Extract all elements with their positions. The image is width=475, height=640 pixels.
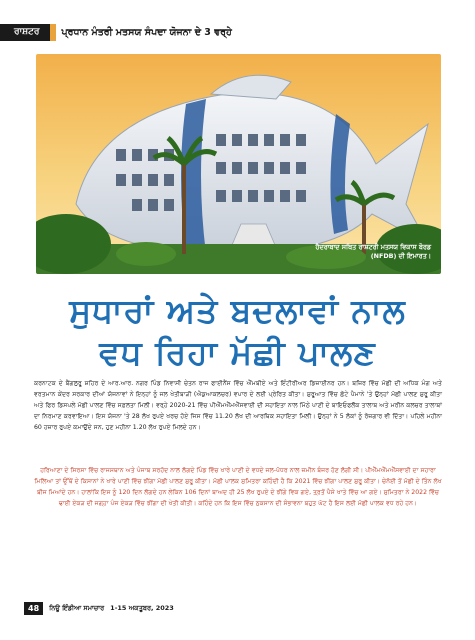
article-paragraph-1: ਕਰਨਾਟਕ ਦੇ ਬੈਂਗਲੁਰੂ ਸ਼ਹਿਰ ਦੇ ਆਰ.ਆਰ. ਨਗਰ ਪਿੰਡ ਨਿਵਾਸੀ ਚੇਤਨ ਰਾਜ ਫਾਈਨੈਂਸ ਵਿੱਚ ਐੱਮਬੀਏ ਅਤੇ ਇੰਟੀਰੀਅਰ ਡਿਜ਼ਾਈਨਰ ਹਨ। ਬਜ਼ਿਰ ਵਿੱਚ ਮੱਛੀ ਦੀ ਅਧਿਕ ਮੰਗ ਅਤੇ ਵਰਤਮਾਨ ਕੇਂਦਰ ਸਰਕਾਰ ਦੀਆਂ ਯੋਜਨਾਵਾਂ ਨੇ ਇਨ੍ਹਾਂ ਨੂੰ ਜਲ ਖੇਤੀਬਾੜੀ (ਐਕੁਆਕਲਚਰ) ਵਪਾਰ ਦੇ ਲਈ ਪ੍ਰੇਰਿਤ ਕੀਤਾ। ਸ਼ੁਰੂਆਤ ਵਿੱਚ ਛੋਟੇ ਪੈਮਾਨੇ 'ਤੇ ਉਨ੍ਹਾਂ ਮੱਛੀ ਪਾਲਣ ਸ਼ੁਰੂ ਕੀਤਾ ਅਤੇ ਫਿਰ ਡਿਸਪਲੇ ਮੱਛੀ ਪਾਲਣ ਵਿੱਚ ਸਫ਼ਲਤਾ ਮਿਲੀ। ਵਰ੍ਹੇ 2020-21 ਵਿੱਚ ਪੀਐੱਮਐੱਮਐੱਸਵਾਈ ਦੀ ਸਹਾਇਤਾ ਨਾਲ ਮਿੱਠੇ ਪਾਣੀ ਦੇ ਬਾਇਓਫਲੌਕ ਤਾਲਾਬ ਅਤੇ ਮਰੀਨ ਕਲਚਰ ਤਾਲਾਬਾਂ ਦਾ ਨਿਰਮਾਣ ਕਰਵਾਇਆ। ਇਸ ਯੋਜਨਾ 'ਤੇ 28 ਲੱਖ ਰੁਪਏ ਖਰਚ ਹੋਏ ਜਿਸ ਵਿੱਚ 11.20 ਲੱਖ ਦੀ ਆਰਥਿਕ ਸਹਾਇਤਾ ਮਿਲੀ। ਉਨ੍ਹਾਂ ਨੇ 5 ਲੋਕਾਂ ਨੂੰ ਰੋਜ਼ਗਾਰ ਵੀ ਦਿੱਤਾ। ਪਹਿਲੇ ਮਹੀਨਾ 60 ਹਜ਼ਾਰ ਰੁਪਏ ਕਮਾਉਂਦੇ ਸਨ, ਹੁਣ ਮਹੀਨਾ 1.20 ਲੱਖ ਰੁਪਏ ਮਿਲਦੇ ਹਨ। (34, 380, 442, 431)
page-number: 48 (24, 602, 43, 615)
shrubs (116, 242, 176, 266)
page-footer (24, 600, 174, 616)
article-paragraph-2: ਹਰਿਆਣਾ ਦੇ ਸਿਰਸਾ ਵਿੱਚ ਰਾਜਸਥਾਨ ਅਤੇ ਪੰਜਾਬ ਸਰਹੱਦ ਨਾਲ ਲੱਗਦੇ ਪਿੰਡ ਵਿੱਚ ਖਾਰੇ ਪਾਣੀ ਦੇ ਵਧਦੇ ਜਲ-ਪੱਧਰ ਨਾਲ ਜ਼ਮੀਨ ਬੰਜਰ ਹੋਣ ਲੱਗੀ ਸੀ। ਪੀਐੱਮਐੱਮਐੱਸਵਾਈ ਦਾ ਸਹਾਰਾ ਮਿਲਿਆ ਤਾਂ ਉੱਥੋਂ ਦੇ ਕਿਸਾਨਾਂ ਨੇ ਖਾਰੇ ਪਾਣੀ ਵਿੱਚ ਝੀਂਗਾ ਮੱਛੀ ਪਾਲਣ ਸ਼ੁਰੂ ਕੀਤਾ। ਮੱਛੀ ਪਾਲਕ ਸੁਮਿਤਰਾ ਕਹਿੰਦੀ ਹੈ ਕਿ 2021 ਵਿੱਚ ਝੀਂਗਾ ਪਾਲਣ ਸ਼ੁਰੂ ਕੀਤਾ। ਚੇਨੱਈ ਤੋਂ ਮੱਛੀ ਦੇ ਤਿੰਨ ਲੱਖ ਬੀਜ ਮਿਆਂਦੇ ਹਨ। ਹਾਲਾਂਕਿ ਇਸ ਨੂੰ 120 ਦਿਨ ਲੱਗਦੇ ਹਨ ਲੇਕਿਨ 106 ਦਿਨਾਂ ਬਾਅਦ ਹੀ 25 ਲੱਖ ਰੁਪਏ ਦੇ ਝੀਂਗੇ ਵਿਕ ਗਏ, ਤ੍ਰਤੋਂ ਪੈਸੇ ਖਾਤੇ ਵਿੱਚ ਆ ਗਏ। ਸੁਮਿਤਰਾ ਨੇ 2022 ਵਿੱਚ ਢਾਈ ਏਕੜ ਦੀ ਜਗ੍ਹਾ ਪੰਜ ਏਕੜ ਵਿੱਚ ਝੀਂਗਾ ਦੀ ਖੇਤੀ ਕੀਤੀ। ਕਹਿੰਦੇ ਹਨ ਕਿ ਇਸ ਵਿੱਚ ਨੁਕਸਾਨ ਦੀ ਸੰਭਾਵਨਾ ਬਹੁਤ ਘੱਟ ਹੈ ਇਸ ਲਈ ਮੱਛੀ ਪਾਲਕ ਵਧ ਰਹੇ ਹਨ। (34, 467, 442, 507)
headline-line-1: ਸੁਧਾਰਾਂ ਅਤੇ ਬਦਲਾਵਾਂ ਨਾਲ (69, 291, 406, 330)
section-header (0, 22, 475, 42)
nfdb-building-photo (36, 54, 441, 274)
section-tag: ਰਾਸ਼ਟਰ (0, 24, 50, 41)
photo-caption: ਹੈਦਰਾਬਾਦ ਸਥਿਤ ਰਾਸ਼ਟਰੀ ਮਤਸਯ ਵਿਕਾਸ ਬੋਰਡ (NFDB) ਦੀ ਇਮਾਰਤ। (315, 243, 431, 260)
issue-date: 1-15 ਅਕਤੂਬਰ, 2023 (110, 603, 174, 612)
publication-name: ਨਿਊ ਇੰਡੀਆ ਸਮਾਚਾਰ (49, 603, 105, 612)
section-topic: ਪ੍ਰਧਾਨ ਮੰਤਰੀ ਮਤਸਯ ਸੰਪਦਾ ਯੋਜਨਾ ਦੇ 3 ਵਰ੍ਹੇ (61, 26, 232, 38)
article-headline (30, 290, 445, 374)
fish-shaped-building-illustration (36, 54, 441, 274)
section-tag-stripe (50, 24, 56, 41)
headline-line-2: ਵਧ ਰਿਹਾ ਮੱਛੀ ਪਾਲਣ (99, 333, 376, 372)
